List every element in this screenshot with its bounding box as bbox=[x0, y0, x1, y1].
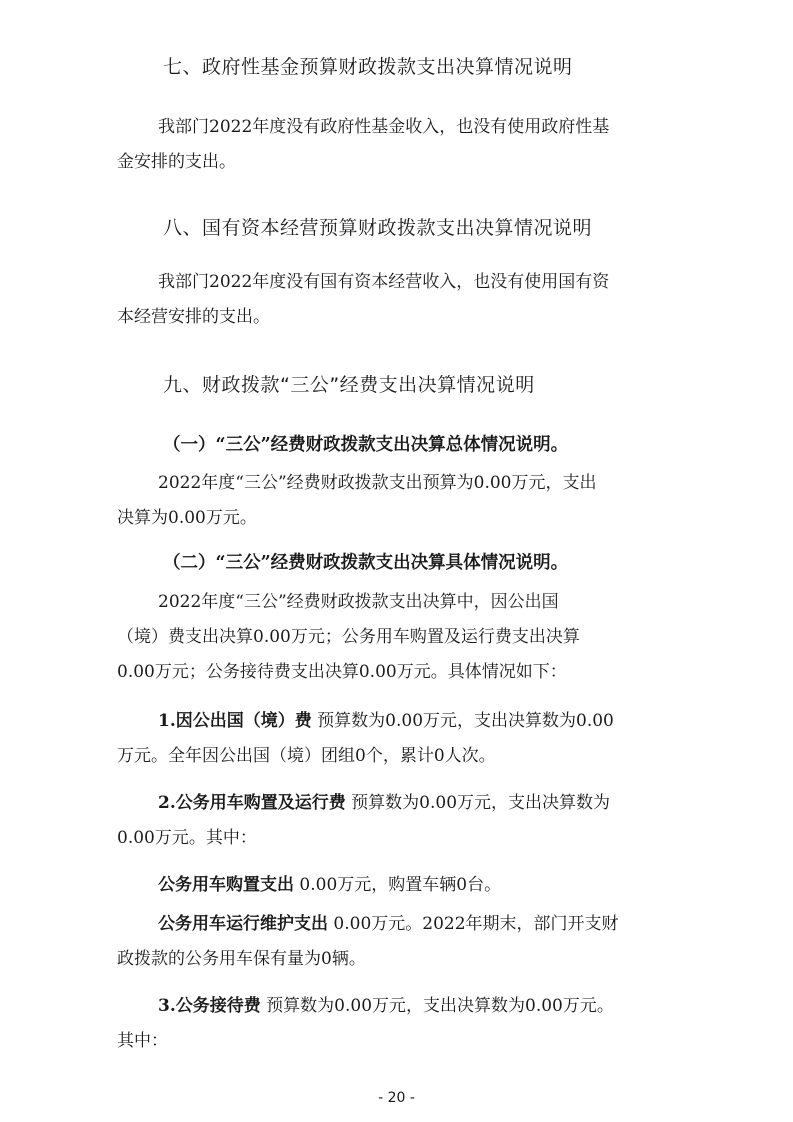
item-2-label: 2.公务用车购置及运行费 bbox=[158, 793, 346, 813]
item-3-line-1 bbox=[117, 989, 687, 1024]
subsection-2-line-2: （境）费支出决算0.00万元；公务用车购置及运行费支出决算 bbox=[117, 627, 580, 647]
item-2-paragraph bbox=[117, 786, 687, 856]
car-operation-line-2: 政拨款的公务用车保有量为0辆。 bbox=[117, 949, 366, 969]
item-3-label: 3.公务接待费 bbox=[158, 996, 261, 1016]
item-3-paragraph bbox=[117, 989, 687, 1059]
item-2-line-2: 0.00万元。其中： bbox=[117, 828, 257, 848]
car-operation-label: 公务用车运行维护支出 bbox=[158, 914, 328, 934]
subsection-2-heading: （二）“三公”经费财政拨款支出决算具体情况说明。 bbox=[163, 553, 569, 573]
section-7-line-1: 我部门2022年度没有政府性基金收入，也没有使用政府性基 bbox=[158, 117, 610, 137]
item-1-line-1 bbox=[117, 704, 687, 739]
subsection-2-paragraph bbox=[117, 585, 687, 690]
section-8-line-2: 本经营安排的支出。 bbox=[117, 307, 270, 327]
page-number: - 20 - bbox=[378, 1090, 415, 1106]
item-1-text: 预算数为0.00万元，支出决算数为0.00 bbox=[311, 711, 614, 731]
item-3-text: 预算数为0.00万元，支出决算数为0.00万元。 bbox=[260, 996, 614, 1016]
section-7-paragraph bbox=[117, 110, 687, 180]
car-purchase-paragraph bbox=[117, 868, 687, 903]
subsection-2-line-3: 0.00万元；公务接待费支出决算0.00万元。具体情况如下： bbox=[117, 662, 567, 682]
section-8-line-1: 我部门2022年度没有国有资本经营收入，也没有使用国有资 bbox=[158, 272, 610, 292]
section-9-heading: 九、财政拨款“三公”经费支出决算情况说明 bbox=[163, 374, 535, 396]
car-purchase-label: 公务用车购置支出 bbox=[158, 875, 294, 895]
subsection-1-heading: （一）“三公”经费财政拨款支出决算总体情况说明。 bbox=[163, 435, 569, 455]
item-1-line-2: 万元。全年因公出国（境）团组0个，累计0人次。 bbox=[117, 746, 496, 766]
item-2-line-1 bbox=[117, 786, 687, 821]
subsection-1-line-2: 决算为0.00万元。 bbox=[117, 508, 257, 528]
item-2-text: 预算数为0.00万元，支出决算数为 bbox=[345, 793, 611, 813]
subsection-2-line-1: 2022年度“三公”经费财政拨款支出决算中，因公出国 bbox=[158, 592, 559, 612]
car-purchase-text: 0.00万元，购置车辆0台。 bbox=[294, 875, 502, 895]
car-operation-text: 0.00万元。2022年期末，部门开支财 bbox=[328, 914, 619, 934]
car-operation-line-1 bbox=[117, 907, 687, 942]
section-8-heading: 八、国有资本经营预算财政拨款支出决算情况说明 bbox=[163, 217, 593, 239]
car-purchase-line bbox=[117, 868, 687, 903]
item-1-paragraph bbox=[117, 704, 687, 774]
car-operation-paragraph bbox=[117, 907, 687, 977]
section-7-line-2: 金安排的支出。 bbox=[117, 152, 236, 172]
item-1-label: 1.因公出国（境）费 bbox=[158, 711, 312, 731]
subsection-1-line-1: 2022年度“三公”经费财政拨款支出预算为0.00万元，支出 bbox=[158, 473, 597, 493]
subsection-1-paragraph bbox=[117, 466, 687, 536]
section-8-paragraph bbox=[117, 265, 687, 335]
item-3-line-2: 其中： bbox=[117, 1031, 168, 1051]
section-7-heading: 七、政府性基金预算财政拨款支出决算情况说明 bbox=[163, 56, 573, 78]
